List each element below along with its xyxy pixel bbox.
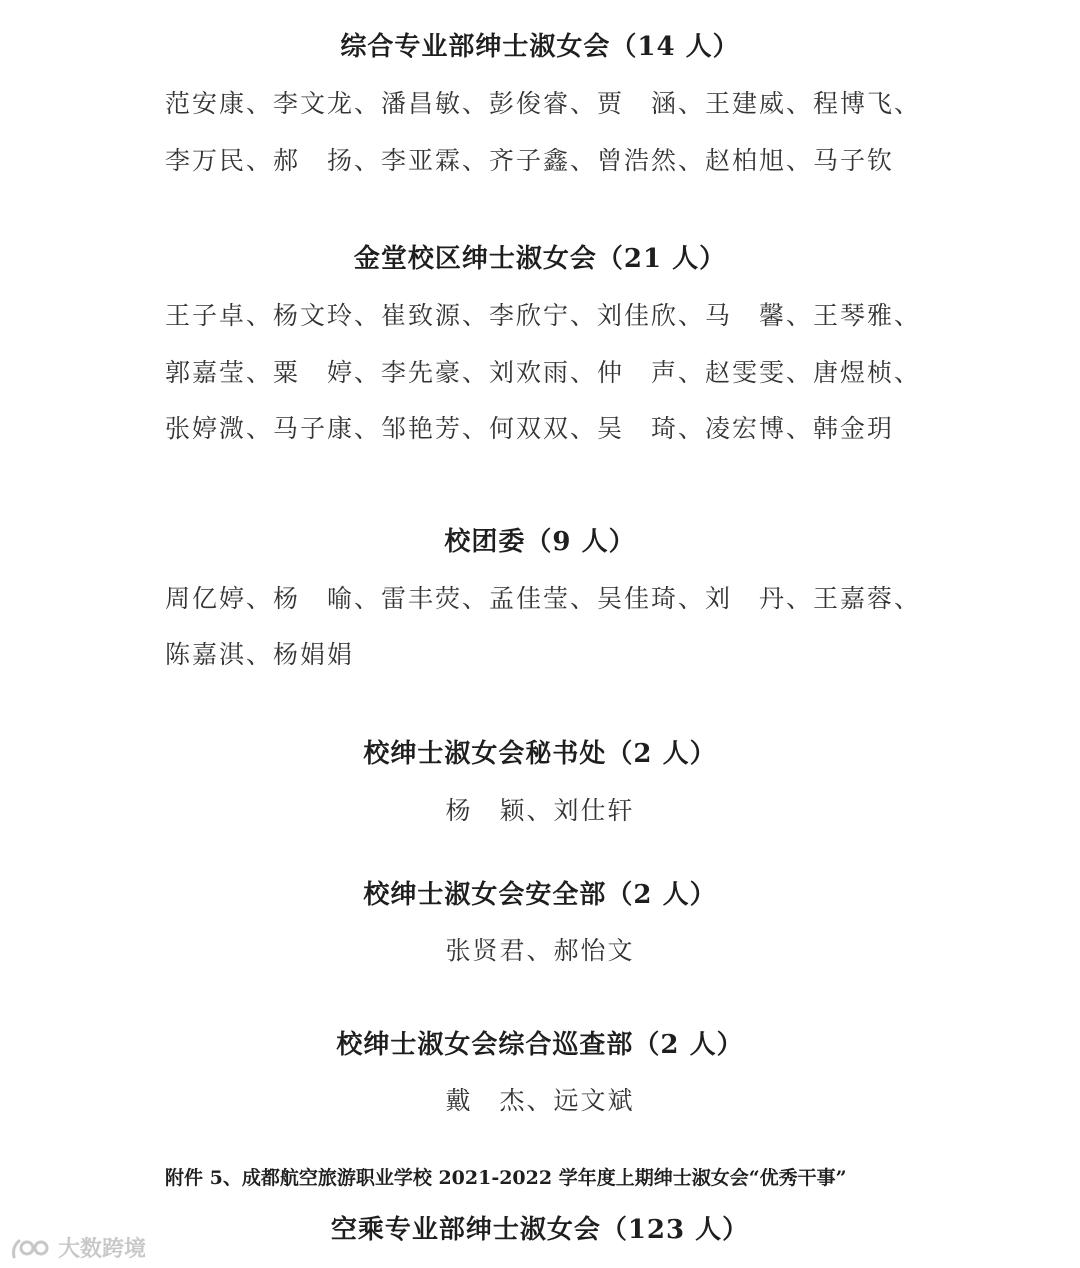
section-title-security-dept: 校绅士淑女会安全部（2 人） — [363, 880, 717, 910]
name-list-line: 戴 杰、远文斌 — [445, 1086, 635, 1115]
name-list-line: 张婷溦、马子康、邹艳芳、何双双、吴 琦、凌宏博、韩金玥 — [165, 414, 895, 443]
section-title-patrol-dept: 校绅士淑女会综合巡查部（2 人） — [336, 1030, 744, 1060]
name-list-line: 陈嘉淇、杨娟娟 — [165, 640, 355, 669]
name-list-line: 范安康、李文龙、潘昌敏、彭俊睿、贾 涵、王建威、程博飞、 — [165, 89, 922, 118]
appendix-title: 附件 5、成都航空旅游职业学校 2021-2022 学年度上期绅士淑女会“优秀干事” — [165, 1167, 847, 1189]
brand-logo-icon — [10, 1235, 52, 1261]
name-list-line: 杨 颖、刘仕轩 — [445, 796, 635, 825]
section-title-comprehensive-dept: 综合专业部绅士淑女会（14 人） — [340, 32, 740, 62]
section-title-youth-league: 校团委（9 人） — [444, 527, 636, 557]
section-title-secretariat: 校绅士淑女会秘书处（2 人） — [363, 739, 717, 769]
name-list-line: 周亿婷、杨 喻、雷丰荧、孟佳莹、吴佳琦、刘 丹、王嘉蓉、 — [165, 584, 922, 613]
name-list-line: 王子卓、杨文玲、崔致源、李欣宁、刘佳欣、马 馨、王琴雅、 — [165, 301, 922, 330]
watermark-text: 大数跨境 — [58, 1237, 147, 1262]
watermark — [10, 1232, 146, 1263]
name-list-line: 李万民、郝 扬、李亚霖、齐子鑫、曾浩然、赵柏旭、马子钦 — [165, 146, 895, 175]
appendix-subtitle: 空乘专业部绅士淑女会（123 人） — [330, 1215, 750, 1245]
name-list-line: 张贤君、郝怡文 — [445, 936, 635, 965]
section-title-jintang-campus: 金堂校区绅士淑女会（21 人） — [353, 244, 727, 274]
name-list-line: 郭嘉莹、粟 婷、李先豪、刘欢雨、仲 声、赵雯雯、唐煜桢、 — [165, 358, 922, 387]
